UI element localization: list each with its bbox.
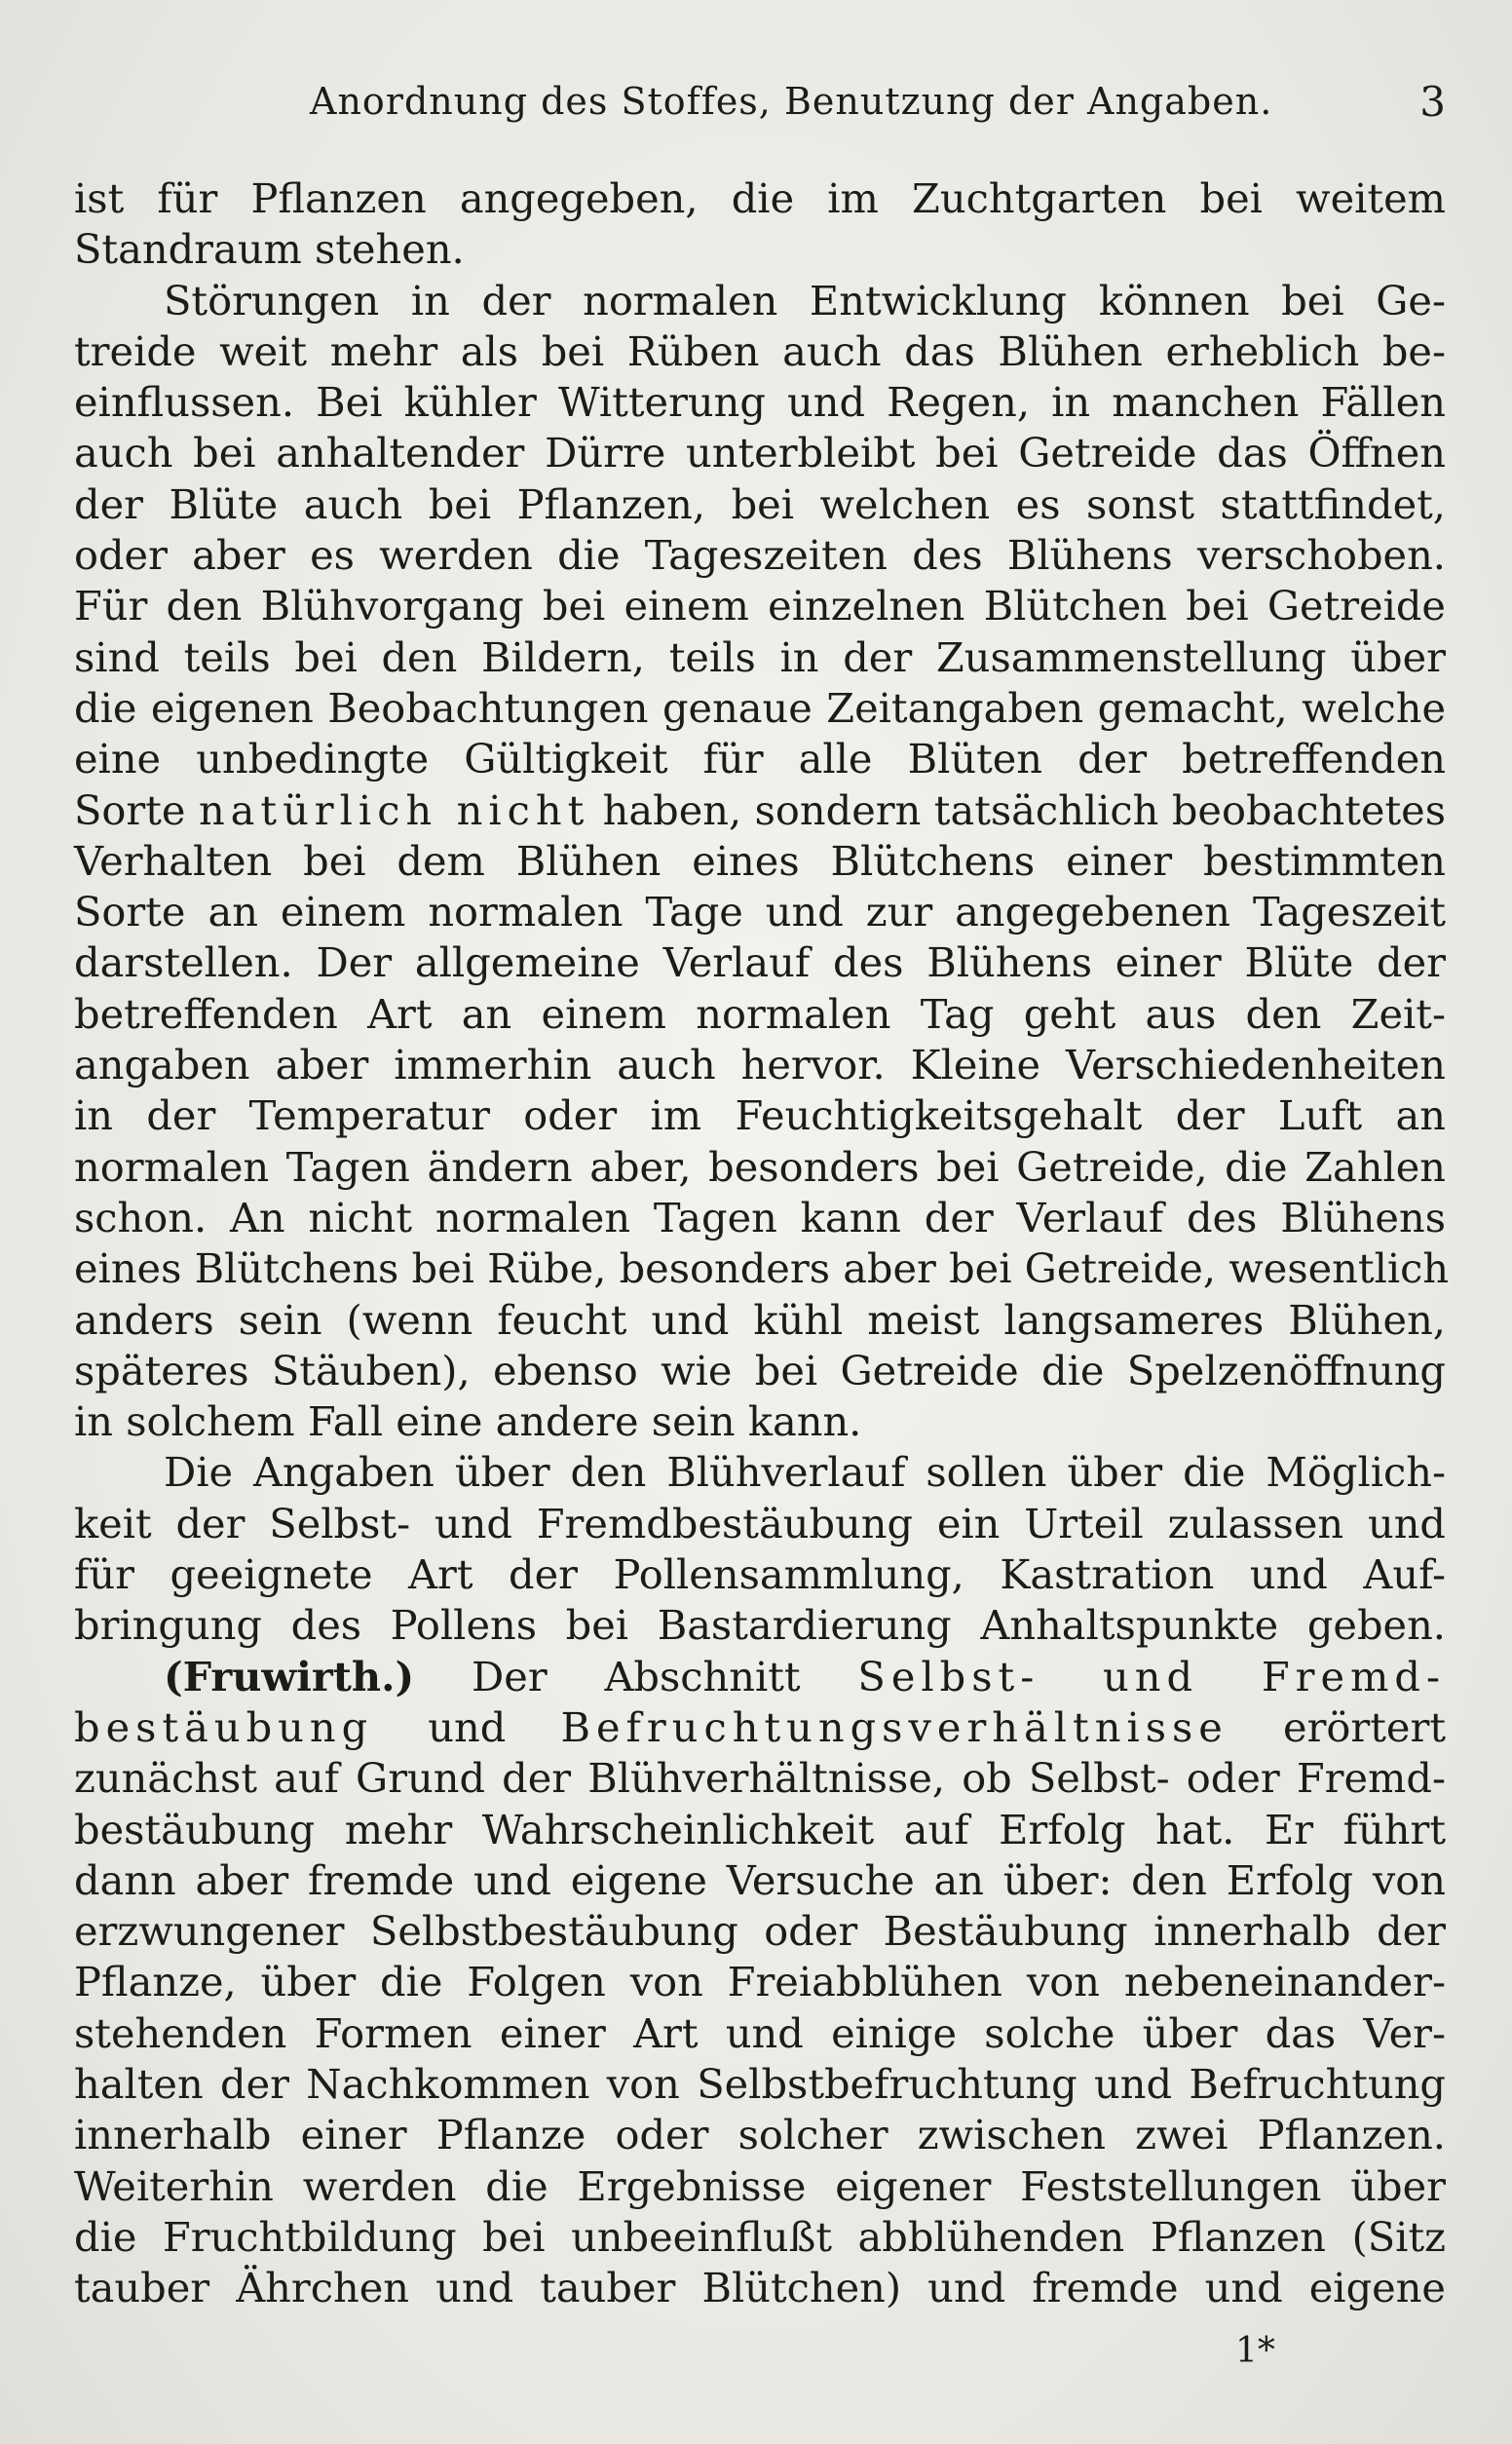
text-line [74, 1702, 1446, 1753]
emphasized-text: Selbst- und Fremd- [857, 1652, 1446, 1700]
text-line: anders sein (wenn feucht und kühl meist langsameres Blühen, [74, 1295, 1446, 1344]
text-segment: und [373, 1702, 561, 1751]
signature-mark: 1* [1235, 2331, 1275, 2371]
text-line: für geeignete Art der Pollensammlung, Kastration und Auf- [74, 1550, 1446, 1599]
text-line: späteres Stäuben), ebenso wie bei Getreide die Spelzenöffnung [74, 1346, 1446, 1394]
text-line: innerhalb einer Pflanze oder solcher zwischen zwei Pflanzen. [74, 2111, 1446, 2159]
text-line [74, 1652, 1446, 1702]
text-line: sind teils bei den Bildern, teils in der Zusammenstellung über [74, 632, 1446, 681]
text-line: dann aber fremde und eigene Versuche an über: den Erfolg von [74, 1855, 1446, 1904]
text-line: in solchem Fall eine andere sein kann. [74, 1397, 862, 1446]
emphasized-text: Befruchtungsverhältnisse [560, 1702, 1228, 1751]
text-segment: erörtert [1228, 1702, 1447, 1751]
text-line: keit der Selbst- und Fremdbestäubung ein Urteil zulassen und [74, 1499, 1446, 1547]
text-line: eine unbedingte Gültigkeit für alle Blüten der betreffenden [74, 735, 1446, 783]
text-line: darstellen. Der allgemeine Verlauf des Blühens einer Blüte der [74, 938, 1446, 987]
text-line: treide weit mehr als bei Rüben auch das Blühen erheblich be- [74, 326, 1446, 375]
text-line: Standraum stehen. [74, 225, 465, 274]
text-line: Sorte an einem normalen Tage und zur angegebenen Tageszeit [74, 888, 1446, 936]
running-head [0, 80, 1512, 138]
text-line: die eigenen Beobachtungen genaue Zeitangaben gemacht, welche [74, 683, 1446, 732]
text-line: Für den Blühvorgang bei einem einzelnen Blütchen bei Getreide [74, 582, 1446, 630]
text-line: bringung des Pollens bei Bastardierung Anhaltspunkte geben. [74, 1601, 1446, 1650]
text-line: die Fruchtbildung bei unbeeinflußt abblühenden Pflanzen (Sitz [74, 2212, 1446, 2261]
text-line [74, 785, 1446, 836]
text-line: angaben aber immerhin auch hervor. Kleine Verschiedenheiten [74, 1041, 1446, 1089]
text-line: Verhalten bei dem Blühen eines Blütchens einer bestimmten [74, 836, 1446, 885]
text-segment: Sorte [74, 785, 199, 834]
text-line: stehenden Formen einer Art und einige solche über das Ver- [74, 2008, 1446, 2057]
author-attribution: (Fruwirth.) [164, 1652, 415, 1700]
text-line: einflussen. Bei kühler Witterung und Regen, in manchen Fällen [74, 378, 1446, 427]
text-line: betreffenden Art an einem normalen Tag geht aus den Zeit- [74, 989, 1446, 1038]
text-line: oder aber es werden die Tageszeiten des Blühens verschoben. [74, 531, 1446, 580]
page-number: 3 [1419, 78, 1446, 126]
body-text [74, 173, 1450, 2313]
text-line: erzwungener Selbstbestäubung oder Bestäubung innerhalb der [74, 1907, 1446, 1956]
text-line: bestäubung mehr Wahrscheinlichkeit auf Erfolg hat. Er führt [74, 1805, 1446, 1853]
text-line: auch bei anhaltender Dürre unterbleibt bei Getreide das Öffnen [74, 429, 1446, 477]
emphasized-text: natürlich nicht [198, 785, 590, 834]
text-segment: Der Abschnitt [414, 1652, 858, 1700]
emphasized-text: bestäubung [74, 1702, 374, 1751]
running-title: Anordnung des Stoffes, Benutzung der Angaben. [310, 80, 1273, 123]
text-line: Störungen in der normalen Entwicklung können bei Ge- [164, 276, 1446, 325]
text-line: zunächst auf Grund der Blühverhältnisse, ob Selbst- oder Fremd- [74, 1754, 1446, 1803]
text-line: tauber Ährchen und tauber Blütchen) und fremde und eigene [74, 2264, 1446, 2312]
text-line: Die Angaben über den Blühverlauf sollen über die Möglich- [164, 1448, 1446, 1497]
text-line: schon. An nicht normalen Tagen kann der Verlauf des Blühens [74, 1193, 1446, 1241]
text-line: eines Blütchens bei Rübe, besonders aber bei Getreide, wesentlich [74, 1244, 1450, 1293]
text-line: ist für Pflanzen angegeben, die im Zuchtgarten bei weitem [74, 174, 1446, 222]
text-line: der Blüte auch bei Pflanzen, bei welchen es sonst stattfindet, [74, 479, 1446, 528]
text-line: Pflanze, über die Folgen von Freiabblühen von nebeneinander- [74, 1958, 1446, 2006]
text-line: halten der Nachkommen von Selbstbefruchtung und Befruchtung [74, 2059, 1446, 2108]
text-line: normalen Tagen ändern aber, besonders bei Getreide, die Zahlen [74, 1142, 1446, 1191]
text-line: Weiterhin werden die Ergebnisse eigener Feststellungen über [74, 2161, 1446, 2210]
text-segment: haben, sondern tatsächlich beobachtetes [589, 785, 1446, 834]
text-line: in der Temperatur oder im Feuchtigkeitsgehalt der Luft an [74, 1091, 1446, 1140]
